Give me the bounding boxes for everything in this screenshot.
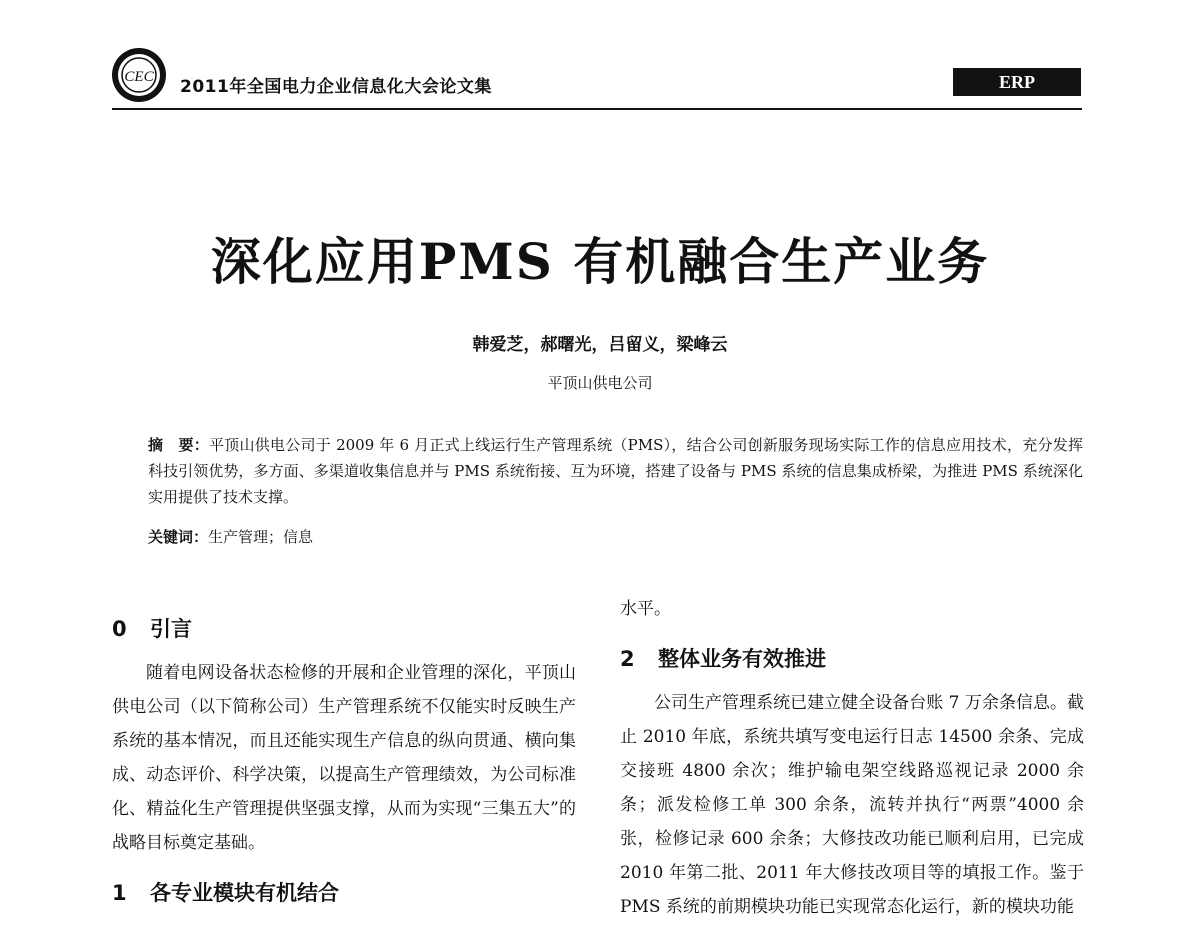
affiliation: 平顶山供电公司: [547, 374, 653, 392]
author-list: 韩爱芝，郝曙光，吕留义，梁峰云: [472, 335, 728, 355]
cec-logo: [110, 46, 168, 104]
section-number: 0: [112, 617, 127, 641]
spacer: [620, 626, 1084, 642]
spacer: [112, 646, 576, 656]
section-heading-modules: [112, 876, 576, 910]
section-title: 整体业务有效推进: [658, 647, 826, 671]
section-title: 各专业模块有机结合: [150, 881, 339, 905]
section-tag: ERP: [953, 68, 1081, 96]
spacer: [620, 676, 1084, 686]
section-number: 2: [620, 647, 635, 671]
business-paragraph: 公司生产管理系统已建立健全设备台账 7 万余条信息。截止 2010 年底，系统共填写变电运行日志 14500 余条、完成交接班 4800 余次；维护输电架空线路巡视记录 2000 余条；派发检修工单 300 余条，流转并执行“两票”4000 余张，检修记录 600 余条；大修技改功能已顺利启用，已完成 2010 年第二批、2011 年大修技改项目等的填报工作。鉴于 PMS 系统的前期模块功能已实现常态化运行，新的模块功能: [620, 693, 1084, 917]
section-heading-intro: [112, 612, 576, 646]
abstract-label: 摘 要：: [148, 436, 210, 454]
intro-paragraph: 随着电网设备状态检修的开展和企业管理的深化，平顶山供电公司（以下简称公司）生产管理系统不仅能实时反映生产系统的基本情况，而且还能实现生产信息的纵向贯通、横向集成、动态评价、科学决策，以提高生产管理绩效，为公司标准化、精益化生产管理提供坚强支撑，从而为实现“三集五大”的战略目标奠定基础。: [112, 663, 576, 853]
section-number: 1: [112, 881, 127, 905]
keywords: [148, 524, 1083, 550]
abstract: [148, 432, 1083, 510]
keywords-text: 生产管理；信息: [208, 528, 314, 546]
carry-over-text: 水平。: [620, 599, 671, 619]
section-title: 引言: [150, 617, 192, 641]
abstract-text: 平顶山供电公司于 2009 年 6 月正式上线运行生产管理系统（PMS），结合公司创新服务现场实际工作的信息应用技术，充分发挥科技引领优势，多方面、多渠道收集信息并与 PMS 系统衔接、互为环境，搭建了设备与 PMS 系统的信息集成桥梁，为推进 PMS 系统深化实用提供了技术支撑。: [148, 436, 1083, 506]
left-column: [112, 612, 576, 910]
paper-title: 深化应用PMS 有机融合生产业务: [210, 232, 990, 291]
running-head: 2011年全国电力企业信息化大会论文集: [180, 77, 492, 97]
logo-text: CEC: [124, 69, 154, 85]
spacer: [112, 860, 576, 876]
section-heading-business: [620, 642, 1084, 676]
keywords-label: 关键词：: [148, 528, 209, 546]
right-column: [620, 592, 1084, 924]
header-rule: [112, 108, 1082, 110]
